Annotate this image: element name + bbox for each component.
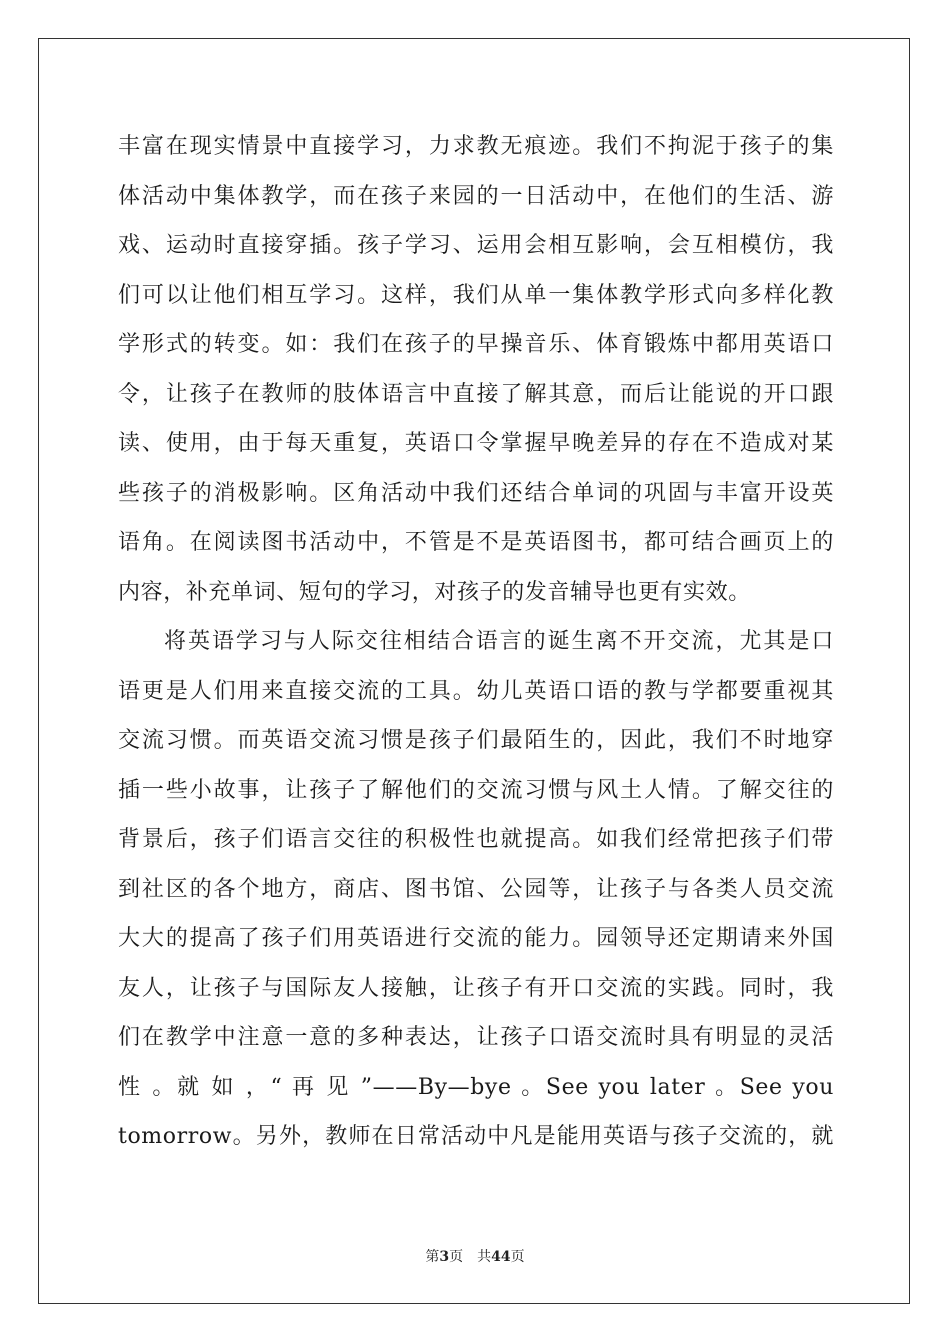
document-body: [118, 122, 834, 1162]
text-line: 体活动中集体教学，而在孩子来园的一日活动中，在他们的生活、游: [118, 183, 834, 209]
text-line: 丰富在现实情景中直接学习，力求教无痕迹。我们不拘泥于孩子的集: [118, 134, 834, 159]
text-line: 语更是人们用来直接交流的工具。幼儿英语口语的教与学都要重视其: [118, 678, 834, 704]
total-suffix: 页: [510, 1249, 525, 1265]
text-line: 们可以让他们相互学习。这样，我们从单一集体教学形式向多样化教: [118, 282, 834, 308]
text-line: 内容，补充单词、短句的学习，对孩子的发音辅导也更有实效。: [118, 579, 751, 605]
text-line: 性 。就 如 ，“ 再 见 ”——By—bye 。See you later 。See you: [118, 1074, 834, 1100]
text-line: 们在教学中注意一意的多种表达，让孩子口语交流时具有明显的灵活: [118, 1025, 834, 1050]
text-line: 交流习惯。而英语交流习惯是孩子们最陌生的，因此，我们不时地穿: [118, 728, 834, 753]
page-prefix: 第: [425, 1249, 440, 1265]
text-line: tomorrow。另外，教师在日常活动中凡是能用英语与孩子交流的，就: [118, 1124, 834, 1149]
text-line: 背景后，孩子们语言交往的积极性也就提高。如我们经常把孩子们带: [118, 827, 834, 852]
paragraph: [118, 122, 834, 617]
page-footer: [0, 1246, 950, 1266]
text-line: 插一些小故事，让孩子了解他们的交流习惯与风土人情。了解交往的: [118, 777, 834, 803]
paragraph: [118, 617, 834, 1162]
text-line: 读、使用，由于每天重复，英语口令掌握早晚差异的存在不造成对某: [118, 431, 834, 456]
text-line: 语角。在阅读图书活动中，不管是不是英语图书，都可结合画页上的: [118, 530, 834, 555]
total-prefix: 共: [477, 1249, 492, 1265]
text-line: 友人，让孩子与国际友人接触，让孩子有开口交流的实践。同时，我: [118, 975, 834, 1001]
text-line: 些孩子的消极影响。区角活动中我们还结合单词的巩固与丰富开设英: [118, 480, 834, 506]
text-line: 将英语学习与人际交往相结合语言的诞生离不开交流，尤其是口: [164, 629, 834, 654]
text-line: 戏、运动时直接穿插。孩子学习、运用会相互影响，会互相模仿，我: [118, 233, 834, 258]
text-line: 学形式的转变。如：我们在孩子的早操音乐、体育锻炼中都用英语口: [118, 332, 834, 357]
page-suffix: 页: [449, 1249, 464, 1265]
page-number: 3: [439, 1249, 450, 1265]
total-pages: 44: [491, 1249, 511, 1265]
text-line: 大大的提高了孩子们用英语进行交流的能力。园领导还定期请来外国: [118, 926, 834, 951]
text-line: 令，让孩子在教师的肢体语言中直接了解其意，而后让能说的开口跟: [118, 381, 834, 407]
text-line: 到社区的各个地方，商店、图书馆、公园等，让孩子与各类人员交流: [118, 876, 834, 902]
